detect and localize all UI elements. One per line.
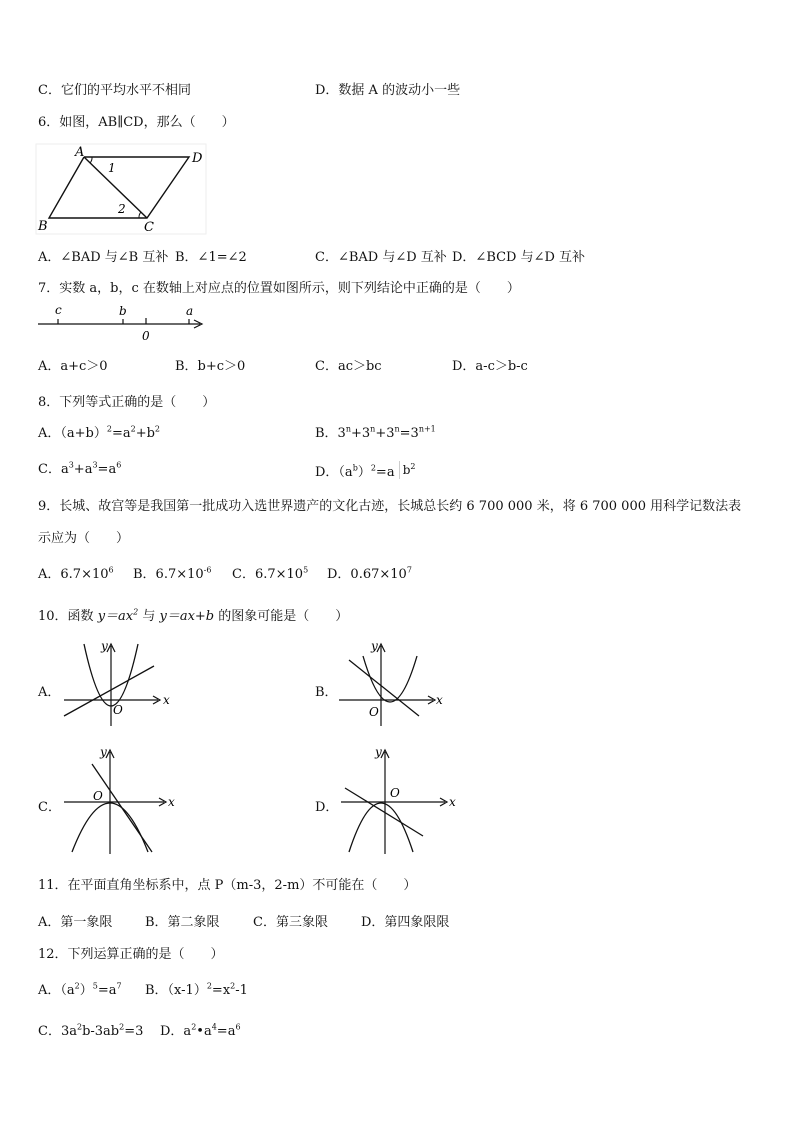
q8-option-b: B．$3^n+3^n+3^n=3^{n+1}$ — [315, 424, 436, 441]
q5-option-c: C．它们的平均水平不相同 — [38, 83, 191, 98]
q10-option-d-label: D． — [315, 800, 339, 815]
q10-stem: 10．函数 $y=ax^2$ 与 y＝ax+b 的图象可能是（ ） — [38, 607, 349, 624]
q11-option-d: D．第四象限限 — [361, 915, 450, 930]
q10-c-origin-label: O — [93, 789, 103, 803]
q10-d-y-label: y — [375, 745, 382, 759]
q8-option-a: A．$(a+b)^2=a^2+b^2$ — [38, 424, 161, 441]
q12-stem: 12．下列运算正确的是（ ） — [38, 947, 224, 962]
q10-c-x-label: x — [168, 795, 175, 809]
q10-graph-b — [335, 638, 455, 728]
q8-option-d: D．$(a^b)^2=a$ $b^2$ — [315, 461, 419, 482]
q7-stem: 7．实数 a，b，c 在数轴上对应点的位置如图所示，则下列结论中正确的是（ ） — [38, 281, 520, 296]
q10-b-origin-label: O — [369, 705, 379, 719]
q9-option-a: A．$6.7\times 10^6$ — [38, 565, 114, 582]
q6-parallelogram-figure — [36, 144, 208, 236]
q6-angle-1: 1 — [108, 161, 116, 175]
q10-a-x-label: x — [163, 693, 170, 707]
q10-graph-c — [60, 744, 180, 856]
q6-option-b: B．∠1=∠2 — [175, 250, 247, 265]
q10-d-x-label: x — [449, 795, 456, 809]
q12-option-d: D．$a^2•a^4=a^6$ — [160, 1022, 241, 1039]
q10-option-b-label: B． — [315, 685, 338, 700]
q6-option-a: A．∠BAD 与∠B 互补 — [38, 250, 169, 265]
q10-graph-a — [60, 638, 180, 728]
q8-stem: 8．下列等式正确的是（ ） — [38, 395, 216, 410]
q7-option-a: A．a+c＞0 — [38, 359, 108, 374]
q10-a-y-label: y — [101, 639, 108, 653]
q10-option-a-label: A． — [38, 685, 61, 700]
q8-option-c: C．$a^3+a^3=a^6$ — [38, 460, 122, 477]
q7-point-c: c — [55, 303, 62, 317]
q7-point-a: a — [186, 304, 194, 318]
q10-a-origin-label: O — [113, 703, 123, 717]
q6-label-d: D — [192, 151, 203, 166]
q6-angle-2: 2 — [118, 202, 126, 216]
q9-stem-line1: 9．长城、故宫等是我国第一批成功入选世界遗产的文化古迹，长城总长约 6 700 000 米，将 6 700 000 用科学记数法表 — [38, 499, 742, 514]
q7-point-b: b — [119, 304, 127, 318]
q10-graph-d — [335, 744, 459, 856]
q10-c-y-label: y — [100, 745, 107, 759]
q7-number-line — [36, 302, 208, 344]
q8-option-d-image-term: $b^2$ — [399, 461, 419, 479]
q7-option-b: B．b+c＞0 — [175, 359, 246, 374]
q11-option-c: C．第三象限 — [253, 915, 328, 930]
q11-stem: 11．在平面直角坐标系中，点 P（m-3，2-m）不可能在（ ） — [38, 878, 417, 893]
q12-option-c: C．$3a^2b-3ab^2=3$ — [38, 1022, 144, 1039]
q10-option-c-label: C． — [38, 800, 61, 815]
q6-stem: 6．如图，AB∥CD，那么（ ） — [38, 115, 235, 130]
q10-d-origin-label: O — [390, 786, 400, 800]
q6-label-b: B — [38, 219, 48, 234]
q6-option-c: C．∠BAD 与∠D 互补 — [315, 250, 447, 265]
q9-option-d: D．$0.67\times 10^7$ — [327, 565, 412, 582]
q12-option-a: A．$(a^2)^5=a^7$ — [38, 981, 122, 998]
q6-option-d: D．∠BCD 与∠D 互补 — [452, 250, 586, 265]
q9-option-b: B．$6.7\times 10^{-6}$ — [133, 565, 212, 582]
q9-stem-line2: 示应为（ ） — [38, 531, 130, 546]
q10-b-y-label: y — [371, 639, 378, 653]
q11-option-a: A．第一象限 — [38, 915, 113, 930]
q9-option-c: C．$6.7\times 10^5$ — [232, 565, 309, 582]
q7-zero: 0 — [142, 329, 150, 343]
q12-option-b: B．$(x-1)^2=x^2-1$ — [145, 981, 248, 998]
q7-option-d: D．a-c＞b-c — [452, 359, 528, 374]
q6-label-a: A — [75, 145, 85, 160]
q7-option-c: C．ac＞bc — [315, 359, 382, 374]
q6-label-c: C — [144, 220, 154, 235]
q5-option-d: D．数据 A 的波动小一些 — [315, 83, 461, 98]
q10-b-x-label: x — [436, 693, 443, 707]
q11-option-b: B．第二象限 — [145, 915, 220, 930]
